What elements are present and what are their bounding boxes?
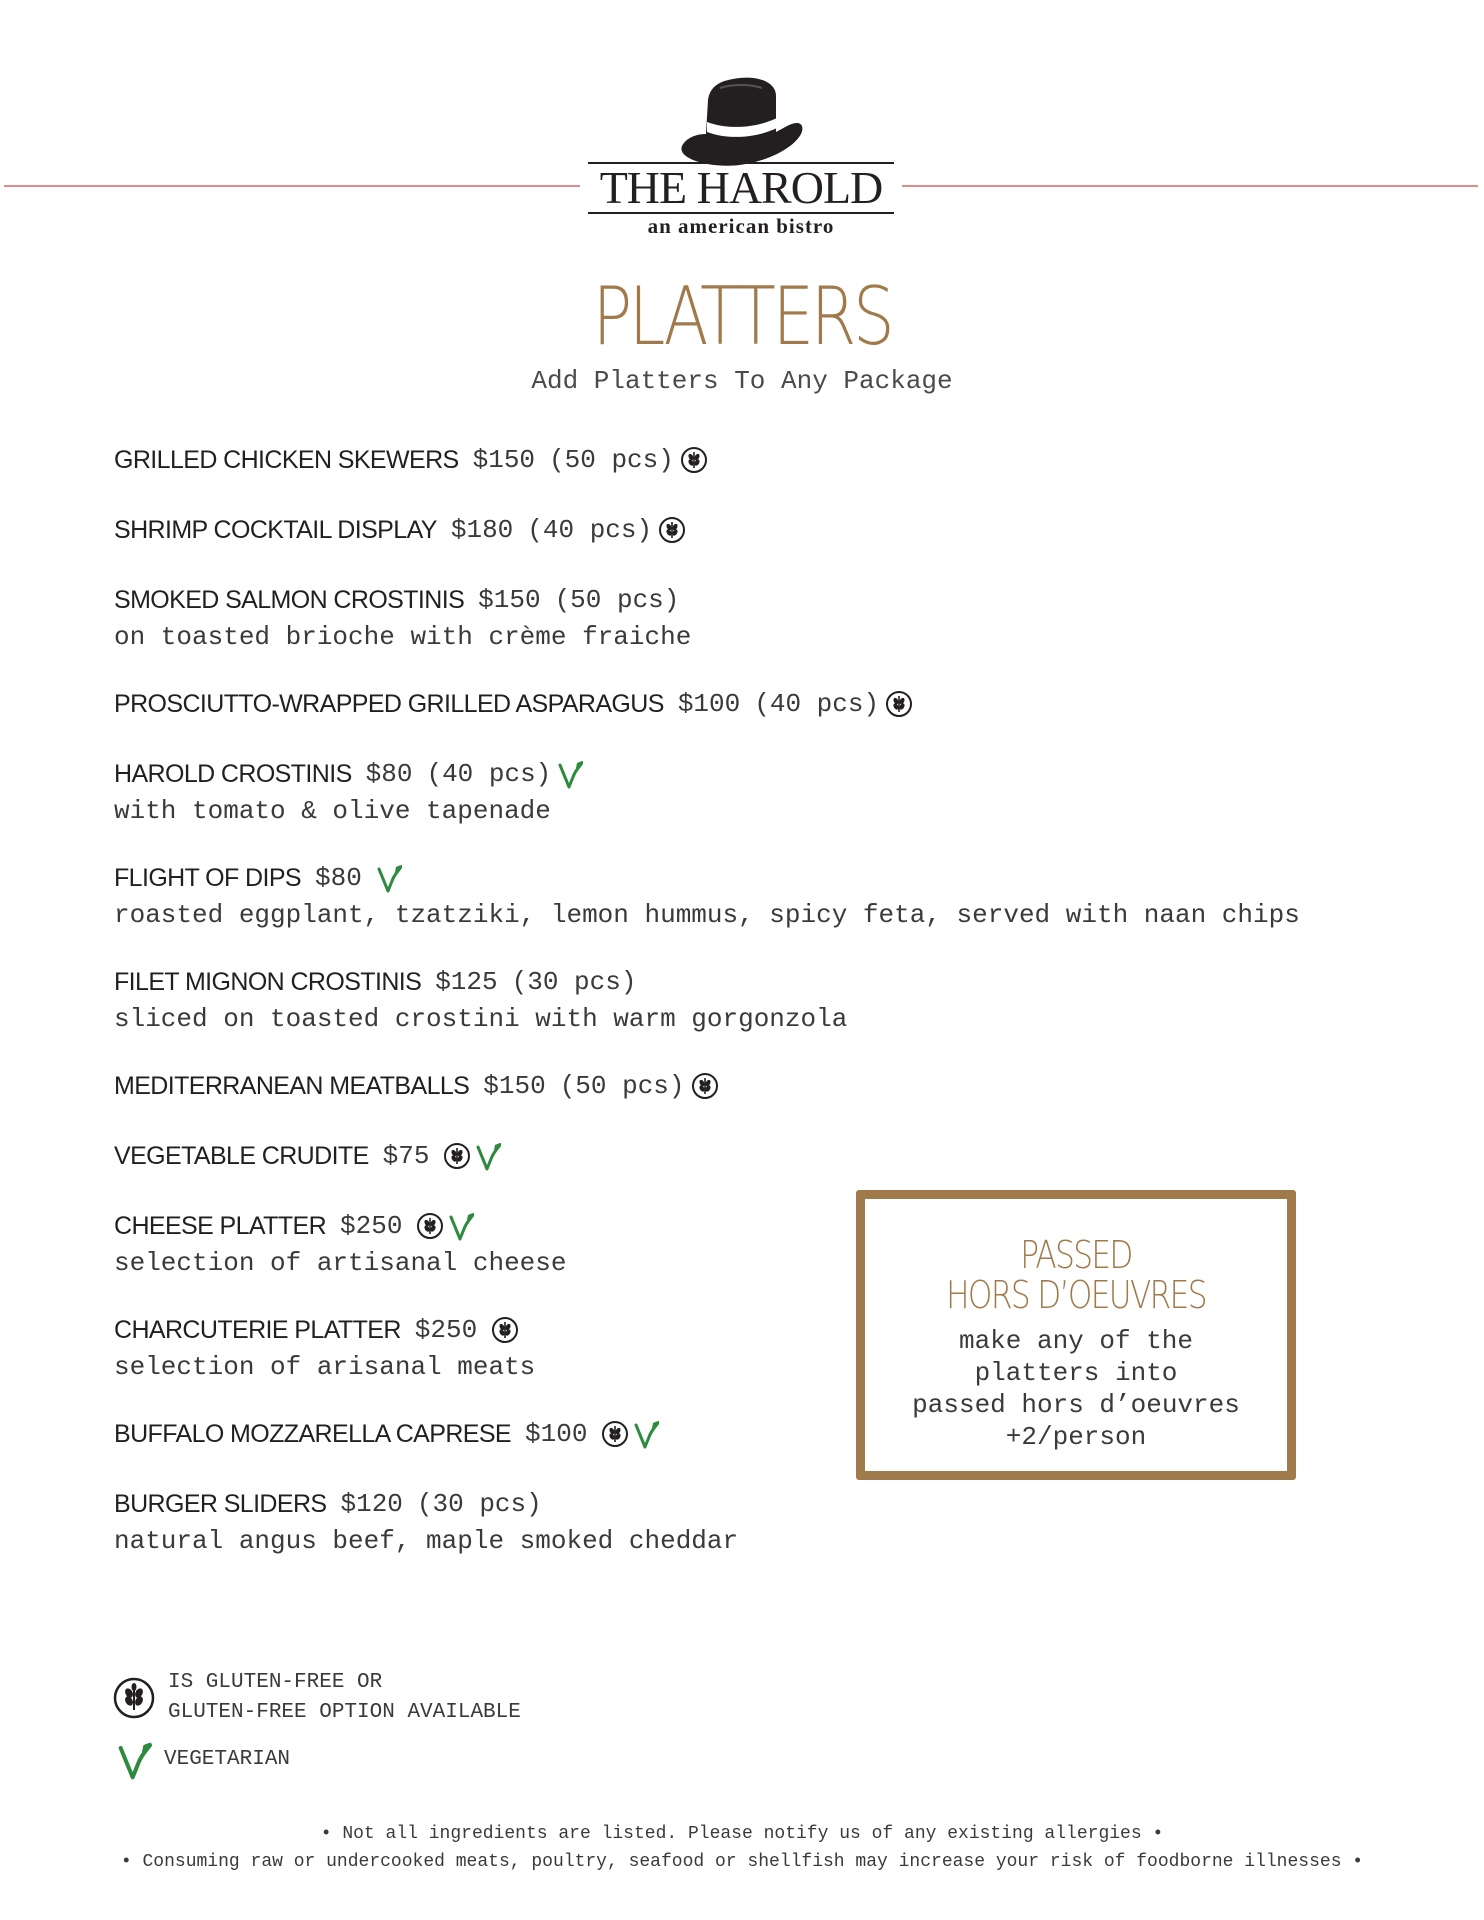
gluten-free-icon — [680, 446, 708, 474]
menu-item-header — [114, 754, 587, 794]
hors-title — [903, 1235, 1249, 1315]
menu-item-name: GRILLED CHICKEN SKEWERS — [114, 445, 459, 474]
menu-item-quantity: (30 pcs) — [511, 967, 637, 997]
menu-item-price: $80 — [315, 863, 362, 893]
legend — [112, 1668, 521, 1780]
hors-text-line: passed hors d’oeuvres — [912, 1390, 1240, 1420]
menu-item-header — [114, 510, 690, 550]
menu-item — [114, 1206, 566, 1280]
gluten-free-icon — [443, 1142, 471, 1170]
menu-item-header — [114, 440, 712, 480]
menu-item-name: SHRIMP COCKTAIL DISPLAY — [114, 515, 437, 544]
restaurant-tagline: an american bistro — [647, 214, 835, 238]
menu-item-header — [114, 1414, 663, 1454]
menu-item — [114, 962, 847, 1036]
legend-gluten-free-label: IS GLUTEN-FREE OR — [168, 1671, 383, 1694]
menu-item-header — [114, 962, 847, 1002]
menu-item-quantity: (40 pcs) — [754, 689, 880, 719]
menu-item-name: FILET MIGNON CROSTINIS — [114, 967, 422, 996]
hors-title-line: PASSED — [1020, 1233, 1132, 1277]
menu-item-quantity: (50 pcs) — [559, 1071, 685, 1101]
menu-item — [114, 1136, 505, 1176]
menu-item-price: $100 — [525, 1419, 588, 1449]
menu-item — [114, 510, 690, 550]
legend-vegetarian — [112, 1740, 521, 1780]
vegetarian-icon — [448, 1211, 474, 1241]
menu-item-header — [114, 1310, 535, 1350]
menu-item-header — [114, 684, 917, 724]
vegetarian-icon — [633, 1419, 659, 1449]
menu-item-quantity: (40 pcs) — [426, 759, 552, 789]
menu-item — [114, 1484, 738, 1558]
restaurant-name: THE HAROLD — [588, 162, 894, 214]
menu-item-name: PROSCIUTTO-WRAPPED GRILLED ASPARAGUS — [114, 689, 664, 718]
menu-item — [114, 1310, 535, 1384]
menu-item-description: with tomato & olive tapenade — [114, 796, 551, 826]
hors-text-line: platters into — [974, 1358, 1178, 1388]
menu-item-price: $100 — [677, 689, 741, 719]
hors-title-line: HORS D’OEUVRES — [946, 1273, 1206, 1317]
menu-item — [114, 858, 1300, 932]
hors-text-line: +2/person — [1005, 1422, 1147, 1452]
menu-item-price: $250 — [414, 1315, 478, 1345]
food-safety-notice: • Consuming raw or undercooked meats, poultry, seafood or shellfish may increase your risk of foodborne illnesses • — [120, 1852, 1364, 1872]
restaurant-logo — [580, 72, 902, 242]
gluten-free-icon — [658, 516, 686, 544]
menu-item-name: HAROLD CROSTINIS — [114, 759, 352, 788]
menu-item-name: CHEESE PLATTER — [114, 1211, 327, 1240]
gluten-free-icon — [601, 1420, 629, 1448]
hors-text-line: make any of the — [958, 1326, 1194, 1356]
gluten-free-icon — [112, 1676, 156, 1720]
passed-hors-doeuvres-box — [856, 1190, 1296, 1480]
menu-item-name: FLIGHT OF DIPS — [114, 863, 301, 892]
hors-description — [865, 1325, 1287, 1453]
menu-item-header — [114, 1136, 505, 1176]
menu-item-name: BUFFALO MOZZARELLA CAPRESE — [114, 1419, 512, 1448]
legend-gluten-free-label: GLUTEN-FREE OPTION AVAILABLE — [168, 1701, 521, 1724]
menu-item — [114, 440, 712, 480]
vegetarian-icon — [116, 1740, 152, 1780]
vegetarian-icon — [376, 863, 402, 893]
menu-item-price: $125 — [435, 967, 498, 997]
menu-item-name: VEGETABLE CRUDITE — [114, 1141, 369, 1170]
gluten-free-icon — [885, 690, 913, 718]
gluten-free-icon — [691, 1072, 719, 1100]
menu-item-name: CHARCUTERIE PLATTER — [114, 1315, 401, 1344]
menu-item-price: $150 — [472, 445, 536, 475]
menu-item-price: $150 — [478, 585, 541, 615]
menu-item-header — [114, 580, 691, 620]
menu-item-price: $80 — [365, 759, 413, 789]
menu-item-price: $150 — [483, 1071, 546, 1101]
menu-item — [114, 684, 917, 724]
header-rule-left — [4, 185, 580, 187]
page-subtitle: Add Platters To Any Package — [531, 366, 953, 396]
menu-item-description: on toasted brioche with crème fraiche — [114, 622, 692, 652]
menu-item-price: $250 — [340, 1211, 403, 1241]
menu-item-name: BURGER SLIDERS — [114, 1489, 327, 1518]
menu-item-header — [114, 1066, 723, 1106]
header-rule-right — [902, 185, 1478, 187]
vegetarian-icon — [557, 759, 583, 789]
menu-item-quantity: (30 pcs) — [416, 1489, 542, 1519]
menu-item — [114, 754, 587, 828]
menu-item — [114, 1414, 663, 1454]
menu-item — [114, 1066, 723, 1106]
menu-item-quantity: (50 pcs) — [549, 445, 674, 475]
allergy-notice: • Not all ingredients are listed. Please notify us of any existing allergies • — [320, 1824, 1164, 1844]
menu-item-price: $120 — [340, 1489, 403, 1519]
menu-item-name: MEDITERRANEAN MEATBALLS — [114, 1071, 470, 1100]
menu-item-name: SMOKED SALMON CROSTINIS — [114, 585, 465, 614]
page-title: PLATTERS — [592, 270, 892, 363]
menu-item — [114, 580, 691, 654]
menu-item-header — [114, 1206, 566, 1246]
menu-item-description: roasted eggplant, tzatziki, lemon hummus, spicy feta, served with naan chips — [114, 900, 1300, 930]
menu-item-price: $180 — [450, 515, 514, 545]
menu-item-price: $75 — [382, 1141, 430, 1171]
menu-item-header — [114, 1484, 738, 1524]
menu-item-header — [114, 858, 1300, 898]
menu-item-quantity: (40 pcs) — [527, 515, 653, 545]
menu-item-description: sliced on toasted crostini with warm gorgonzola — [114, 1004, 848, 1034]
menu-item-quantity: (50 pcs) — [554, 585, 680, 615]
fedora-hat-icon — [676, 72, 808, 168]
legend-vegetarian-label: VEGETARIAN — [164, 1748, 291, 1771]
gluten-free-icon — [416, 1212, 444, 1240]
gluten-free-icon — [491, 1316, 519, 1344]
legend-gluten-free — [112, 1668, 521, 1728]
menu-item-description: selection of artisanal cheese — [114, 1248, 567, 1278]
menu-item-description: natural angus beef, maple smoked cheddar — [114, 1526, 739, 1556]
vegetarian-icon — [475, 1141, 501, 1171]
menu-item-description: selection of arisanal meats — [114, 1352, 536, 1382]
